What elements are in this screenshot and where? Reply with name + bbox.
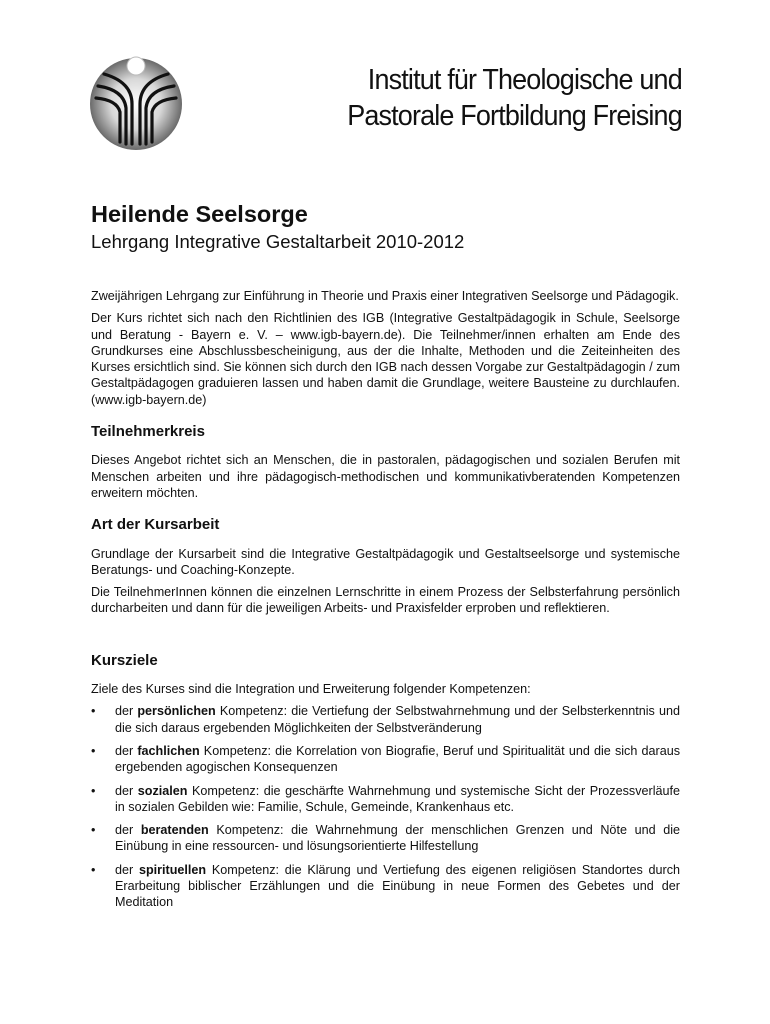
intro-paragraph-2: Der Kurs richtet sich nach den Richtlinien des IGB (Integrative Gestaltpädagogik in Schule, Seelsorge und Beratung - Bayern e. V. – www.igb-bayern.de). Die Teilnehmer/innen erhalten am Ende des Grundkurses eine Abschlussbescheinigung, aus der die Inhalte, Methoden und die Zeiteinheiten des Kurses ersichtlich sind. Sie können sich durch den IGB nach dessen Vorgabe zur Gestaltpädagogin / zum Gestaltpädagogen graduieren lassen und haben damit die Grundlage, weitere Bausteine zu durchlaufen. (www.igb-bayern.de) <box>91 311 680 407</box>
competence-term: fachlichen <box>137 743 200 758</box>
kursarbeit-paragraph-1: Grundlage der Kursarbeit sind die Integrative Gestaltpädagogik und Gestaltseelsorge und systemische Beratungs- und Coaching-Konzepte. <box>91 546 680 577</box>
institute-name-line1: Institut für Theologische und <box>367 64 682 96</box>
kursziele-intro: Ziele des Kurses sind die Integration und Erweiterung folgender Kompetenzen: <box>91 682 531 697</box>
bullet-icon: • <box>91 783 96 798</box>
list-item: • der fachlichen Kompetenz: die Korrelation von Biografie, Beruf und Spiritualität und die sich daraus ergebenden agogischen Konsequenzen <box>91 743 681 775</box>
bullet-icon: • <box>91 823 96 838</box>
list-item: • der sozialen Kompetenz: die geschärfte Wahrnehmung und systemische Sicht der Prozessverläufe in sozialen Gebilden wie: Familie, Schule, Gemeinde, Krankenhaus etc. <box>91 783 680 814</box>
list-item: • der beratenden Kompetenz: die Wahrnehmung der menschlichen Grenzen und Nöte und die Einübung in eine ressourcen- und lösungsorientierte Hilfestellung <box>91 823 681 854</box>
competence-term: beratenden <box>140 823 209 838</box>
document-subtitle: Lehrgang Integrative Gestaltarbeit 2010-2012 <box>91 231 465 252</box>
list-item: • der spirituellen Kompetenz: die Klärung und Vertiefung des eigenen religiösen Standortes durch Erarbeitung biblischer Erzählungen und die Einübung in neue Formen des Gebetes und der Meditation <box>91 862 680 910</box>
kursarbeit-paragraph-2: Die TeilnehmerInnen können die einzelnen Lernschritte in einem Prozess der Selbsterfahrung persönlich durcharbeiten und dann für die jeweiligen Arbeits- und Praxisfelder erproben und reflektieren. <box>91 585 680 616</box>
intro-paragraph-1: Zweijährigen Lehrgang zur Einführung in Theorie und Praxis einer Integrativen Seelsorge und Pädagogik. <box>91 289 679 303</box>
competence-term: persönlichen <box>137 704 216 719</box>
institute-name-line2: Pastorale Fortbildung Freising <box>347 100 682 132</box>
competence-term: sozialen <box>137 783 188 798</box>
document-title: Heilende Seelsorge <box>91 201 308 227</box>
bullet-icon: • <box>91 704 96 719</box>
institute-name <box>347 62 682 134</box>
competence-term: spirituellen <box>138 862 207 877</box>
teilnehmerkreis-text: Dieses Angebot richtet sich an Menschen, die in pastoralen, pädagogischen und sozialen Berufen mit Menschen arbeiten und ihre pädagogisch-methodischen und kommunikativberatenden Kompetenzen erweitern möchten. <box>91 453 680 500</box>
section-heading-kursarbeit: Art der Kursarbeit <box>91 516 220 534</box>
bullet-icon: • <box>91 862 96 877</box>
section-heading-teilnehmerkreis: Teilnehmerkreis <box>91 423 205 441</box>
document-body <box>91 288 680 918</box>
kursziele-list <box>91 703 680 910</box>
institute-logo <box>86 52 186 152</box>
bullet-icon: • <box>91 743 96 758</box>
list-item: • der persönlichen Kompetenz: die Vertiefung der Selbstwahrnehmung und der Selbsterkenntnis und die sich daraus ergebenden Möglichkeiten der Selbstveränderung <box>91 704 680 735</box>
section-heading-kursziele: Kursziele <box>91 651 158 669</box>
